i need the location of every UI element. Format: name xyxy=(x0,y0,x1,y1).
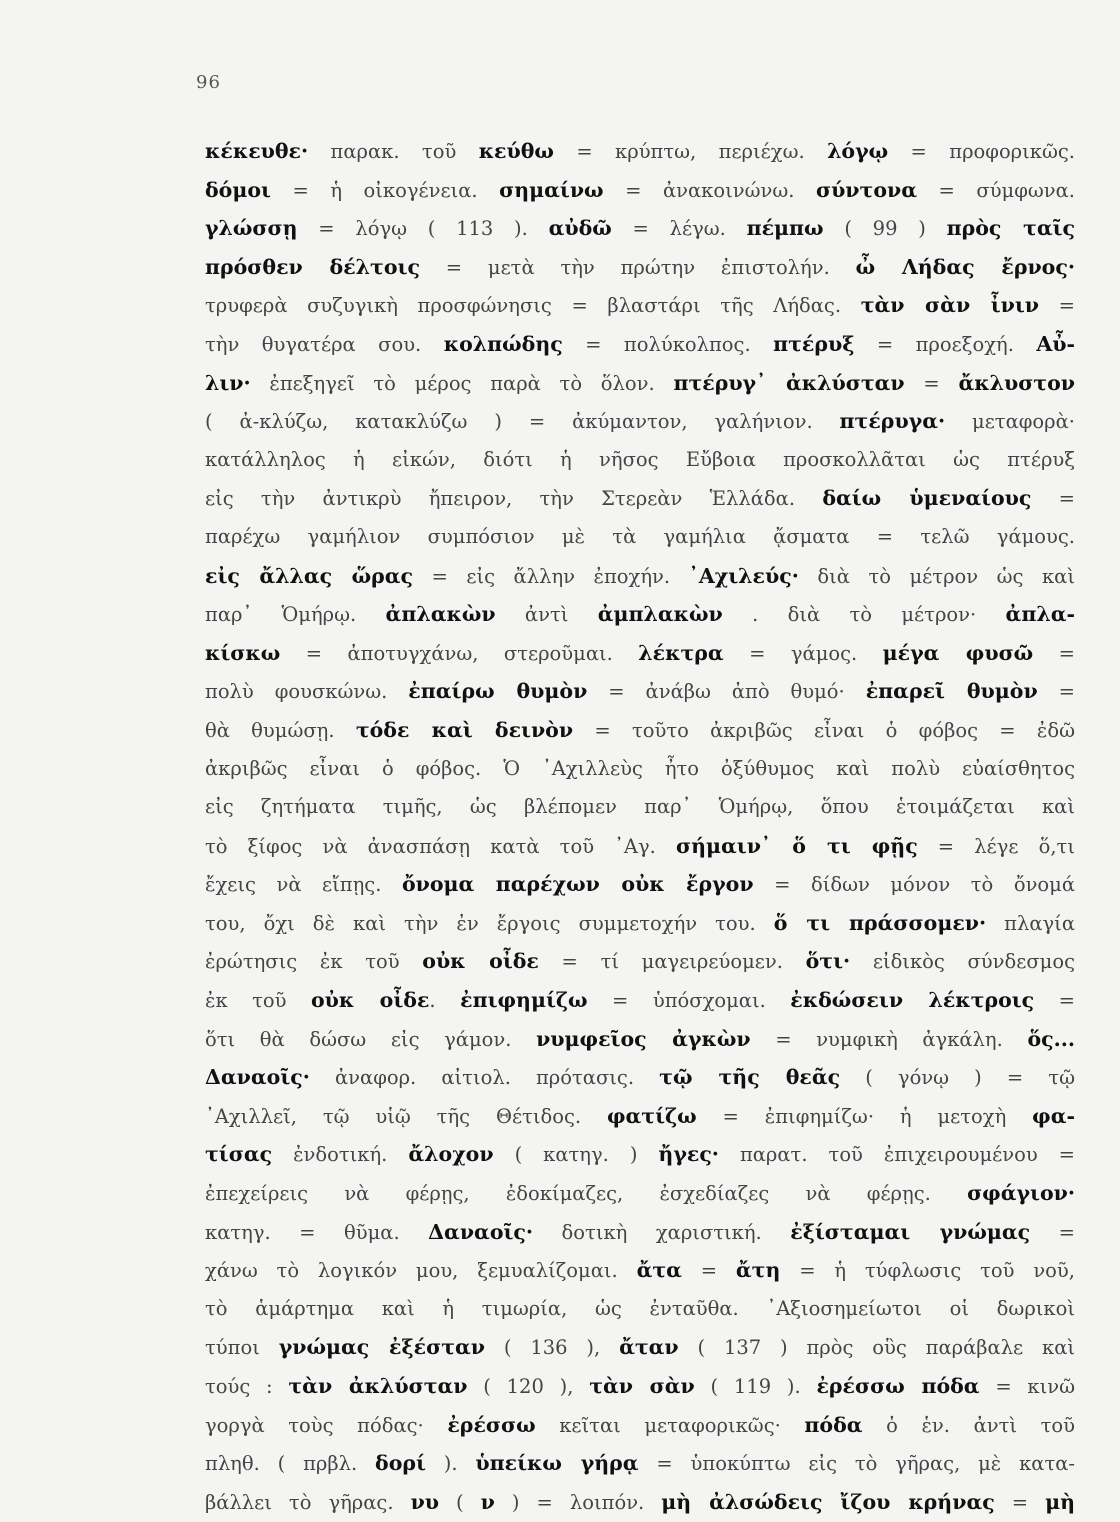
lemma: λόγῳ xyxy=(827,139,889,163)
text-line: ᾽Αχιλλεῖ, τῷ υἱῷ τῆς Θέτιδος. φατίζω = ἐπιφημίζω· ἡ μετοχὴ φα- xyxy=(205,1103,1075,1128)
lemma: πτέρυγα· xyxy=(839,409,946,434)
lemma: κολπώδης xyxy=(443,331,563,356)
lemma: λιν· xyxy=(205,370,251,395)
lemma: δόμοι xyxy=(205,177,271,202)
lemma: ὅ τι πράσσομεν· xyxy=(773,910,987,935)
text-line: ἐρώτησις ἐκ τοῦ οὐκ οἶδε = τί μαγειρεύομεν. ὅτι· εἰδικὸς σύνδεσμος xyxy=(205,949,1075,974)
text-line: Δαναοῖς· ἀναφορ. αἰτιολ. πρότασις. τῷ τῆς θεᾶς ( γόνῳ ) = τῷ xyxy=(205,1065,1076,1090)
lemma: πέμπω xyxy=(746,216,824,241)
lemma: οὐκ οἶδε xyxy=(422,949,539,974)
lemma: αὐδῶ xyxy=(548,216,612,241)
lemma: δορί xyxy=(375,1451,426,1476)
lemma: ἄτη xyxy=(735,1258,781,1283)
lemma: δαίω ὑμεναίους xyxy=(822,486,1032,511)
text-line: τίσας ἐνδοτική. ἄλοχον ( κατηγ. ) ἤγες· παρατ. τοῦ ἐπιχειρουμένου = xyxy=(205,1142,1075,1167)
text-line: ἀκριβῶς εἶναι ὁ φόβος. Ὁ ᾽Αχιλλεὺς ἦτο ὀξύθυμος καὶ πολὺ εὐαίσθητος xyxy=(205,756,1075,780)
text-line: εἰς ἄλλας ὥρας = εἰς ἄλλην ἐποχήν. ᾽Αχιλεύς· διὰ τὸ μέτρον ὡς καὶ xyxy=(205,563,1075,588)
lemma: ἄταν xyxy=(619,1335,679,1360)
lemma: ὅτι· xyxy=(805,949,851,974)
lemma: Δαναοῖς· xyxy=(428,1219,534,1244)
text-line: ἐκ τοῦ οὐκ οἶδε. ἐπιφημίζω = ὑπόσχομαι. ἐκδώσειν λέκτροις = xyxy=(205,988,1075,1013)
lemma: ἐκδώσειν λέκτροις xyxy=(790,988,1035,1013)
text-line: πολὺ φουσκώνω. ἐπαίρω θυμὸν = ἀνάβω ἀπὸ θυμό· ἐπαρεῖ θυμὸν = xyxy=(205,679,1075,704)
text-line: εἰς τὴν ἀντικρὺ ἤπειρον, τὴν Στερεὰν Ἑλλάδα. δαίω ὑμεναίους = xyxy=(205,486,1076,511)
lemma: ἀπλακὼν xyxy=(385,602,496,627)
lemma: γλώσσῃ xyxy=(205,216,298,241)
lemma: πόδα xyxy=(804,1412,863,1437)
lemma: γνώμας ἐξέσταν xyxy=(278,1335,486,1360)
text-line: ὅτι θὰ δώσω εἰς γάμον. νυμφεῖος ἀγκὼν = νυμφικὴ ἀγκάλη. ὅς... xyxy=(205,1026,1076,1051)
lemma: φατίζω xyxy=(606,1103,697,1128)
text-line: κίσκω = ἀποτυγχάνω, στεροῦμαι. λέκτρα = γάμος. μέγα φυσῶ = xyxy=(205,640,1075,665)
text-line: γλώσσῃ = λόγῳ ( 113 ). αὐδῶ = λέγω. πέμπω ( 99 ) πρὸς ταῖς xyxy=(205,216,1076,241)
text-line: κατάλληλος ἡ εἰκών, διότι ἡ νῆσος Εὔβοια προσκολλᾶται ὡς πτέρυξ xyxy=(205,447,1075,471)
lemma: κέκευθε· xyxy=(205,139,309,163)
text-line: χάνω τὸ λογικόν μου, ξεμυαλίζομαι. ἄτα = ἄτη = ἡ τύφλωσις τοῦ νοῦ, xyxy=(205,1258,1075,1283)
text-line: ἐπεχείρεις νὰ φέρῃς, ἐδοκίμαζες, ἐσχεδίαζες νὰ φέρῃς. σφάγιον· xyxy=(205,1181,1075,1206)
lemma: πτέρυξ xyxy=(773,331,855,356)
lemma: φα- xyxy=(1032,1103,1075,1128)
text-line: τὸ ξίφος νὰ ἀνασπάσῃ κατὰ τοῦ ᾽Αγ. σήμαιν᾽ ὅ τι φῇς = λέγε ὅ,τι xyxy=(205,833,1075,858)
text-line: γοργὰ τοὺς πόδας· ἐρέσσω κεῖται μεταφορικῶς· πόδα ὁ ἑν. ἀντὶ τοῦ xyxy=(205,1412,1075,1437)
lemma: ἀπλα- xyxy=(1005,602,1075,627)
lemma: ἤγες· xyxy=(658,1142,719,1167)
text-line: κατηγ. = θῦμα. Δαναοῖς· δοτικὴ χαριστική. ἐξίσταμαι γνώμας = xyxy=(205,1219,1075,1244)
page-number: 96 xyxy=(196,72,221,93)
lemma: ὄνομα παρέχων οὐκ ἔργον xyxy=(401,872,754,897)
lemma: ἐπαίρω θυμὸν xyxy=(408,679,588,704)
text-line: λιν· ἐπεξηγεῖ τὸ μέρος παρὰ τὸ ὅλον. πτέρυγ᾽ ἀκλύσταν = ἄκλυστον xyxy=(205,370,1075,395)
lemma: νυ xyxy=(410,1489,440,1514)
lemma: τίσας xyxy=(205,1142,273,1167)
lemma: τὰν ἀκλύσταν xyxy=(288,1374,468,1398)
text-line: βάλλει τὸ γῆρας. νυ ( ν ) = λοιπόν. μὴ ἀλσώδεις ἴζου κρήνας = μὴ xyxy=(205,1489,1075,1514)
text-line: ( ἀ-κλύζω, κατακλύζω ) = ἀκύμαντον, γαλήνιον. πτέρυγα· μεταφορὰ· xyxy=(205,409,1075,434)
lemma: σφάγιον· xyxy=(967,1181,1075,1206)
lemma: σήμαιν᾽ ὅ τι φῇς xyxy=(675,833,918,858)
lemma: σύντονα xyxy=(815,177,917,202)
lemma: μὴ ἀλσώδεις ἴζου κρήνας xyxy=(661,1489,995,1514)
lemma: ἄλοχον xyxy=(408,1142,494,1167)
text-line: τύποι γνώμας ἐξέσταν ( 136 ), ἄταν ( 137 ) πρὸς οὓς παράβαλε καὶ xyxy=(205,1335,1076,1360)
commentary-text xyxy=(205,132,1075,1521)
lemma: ν xyxy=(480,1489,495,1514)
text-line: δόμοι = ἡ οἰκογένεια. σημαίνω = ἀνακοινώνω. σύντονα = σύμφωνα. xyxy=(205,177,1075,202)
text-line: πληθ. ( πρβλ. δορί ). ὑπείκω γήρᾳ = ὑποκύπτω εἰς τὸ γῆρας, μὲ κατα- xyxy=(205,1451,1076,1476)
lemma: ἄτα xyxy=(636,1258,682,1283)
lemma: Δαναοῖς· xyxy=(205,1065,310,1090)
text-line: πρόσθεν δέλτοις = μετὰ τὴν πρώτην ἐπιστολήν. ὦ Λήδας ἔρνος· xyxy=(205,254,1075,279)
text-line: τὴν θυγατέρα σου. κολπώδης = πολύκολπος. πτέρυξ = προεξοχή. Αὖ- xyxy=(205,331,1075,356)
lemma: πρόσθεν δέλτοις xyxy=(205,254,420,279)
lemma: ᾽Αχιλεύς· xyxy=(688,563,799,588)
text-line: τὸ ἁμάρτημα καὶ ἡ τιμωρία, ὡς ἐνταῦθα. ᾽Αξιοσημείωτοι οἱ δωρικοὶ xyxy=(205,1296,1075,1320)
lemma: ἐπιφημίζω xyxy=(460,988,588,1013)
lemma: τόδε καὶ δεινὸν xyxy=(355,717,574,742)
text-line: του, ὄχι δὲ καὶ τὴν ἐν ἔργοις συμμετοχήν του. ὅ τι πράσσομεν· πλαγία xyxy=(205,910,1075,935)
text-line: παρέχω γαμήλιον συμπόσιον μὲ τὰ γαμήλια ᾄσματα = τελῶ γάμους. xyxy=(205,524,1075,548)
lemma: τὰν σὰν ἶνιν xyxy=(860,293,1040,318)
text-line: εἰς ζητήματα τιμῆς, ὡς βλέπομεν παρ᾽ Ὁμήρῳ, ὅπου ἑτοιμάζεται καὶ xyxy=(205,795,1075,819)
text-line: ἔχεις νὰ εἴπῃς. ὄνομα παρέχων οὐκ ἔργον = δίδων μόνον τὸ ὄνομά xyxy=(205,872,1076,897)
lemma: ἐπαρεῖ θυμὸν xyxy=(865,679,1038,704)
lemma: ἐρέσσω xyxy=(447,1412,536,1437)
lemma: ἐξίσταμαι γνώμας xyxy=(790,1219,1031,1244)
lemma: οὐκ οἶδε xyxy=(311,988,430,1013)
lemma: τὰν σὰν xyxy=(589,1374,695,1398)
lemma: πρὸς ταῖς xyxy=(946,216,1076,241)
lemma: μὴ xyxy=(1045,1489,1075,1514)
lemma: νυμφεῖος ἀγκὼν xyxy=(536,1026,751,1051)
lemma: ὦ Λήδας ἔρνος· xyxy=(855,254,1075,279)
text-line: τούς : τὰν ἀκλύσταν ( 120 ), τὰν σὰν ( 119 ). ἐρέσσω πόδα = κινῶ xyxy=(205,1374,1076,1398)
lemma: σημαίνω xyxy=(499,177,604,202)
lemma: κεύθω xyxy=(478,139,554,163)
lemma: τῷ τῆς θεᾶς xyxy=(659,1065,841,1090)
text-line: παρ᾽ Ὁμήρῳ. ἀπλακὼν ἀντὶ ἀμπλακὼν . διὰ τὸ μέτρον· ἀπλα- xyxy=(205,602,1075,627)
text-line: τρυφερὰ συζυγικὴ προσφώνησις = βλαστάρι τῆς Λήδας. τὰν σὰν ἶνιν = xyxy=(205,293,1076,318)
lemma: Αὖ- xyxy=(1036,331,1075,356)
lemma: ὑπείκω γήρᾳ xyxy=(475,1451,639,1476)
lemma: εἰς ἄλλας ὥρας xyxy=(205,563,413,588)
lemma: ἄκλυστον xyxy=(958,370,1075,395)
lemma: πτέρυγ᾽ ἀκλύσταν xyxy=(673,370,905,395)
lemma: ὅς... xyxy=(1027,1026,1076,1051)
lemma: ἐρέσσω πόδα xyxy=(816,1374,980,1398)
lemma: μέγα φυσῶ xyxy=(882,640,1034,665)
lemma: κίσκω xyxy=(205,640,281,665)
text-line: θὰ θυμώσῃ. τόδε καὶ δεινὸν = τοῦτο ἀκριβῶς εἶναι ὁ φόβος = ἐδῶ xyxy=(205,717,1075,742)
text-line: κέκευθε· παρακ. τοῦ κεύθω = κρύπτω, περιέχω. λόγῳ = προφορικῶς. xyxy=(205,139,1076,163)
lemma: ἀμπλακὼν xyxy=(597,602,723,627)
lemma: λέκτρα xyxy=(638,640,724,665)
